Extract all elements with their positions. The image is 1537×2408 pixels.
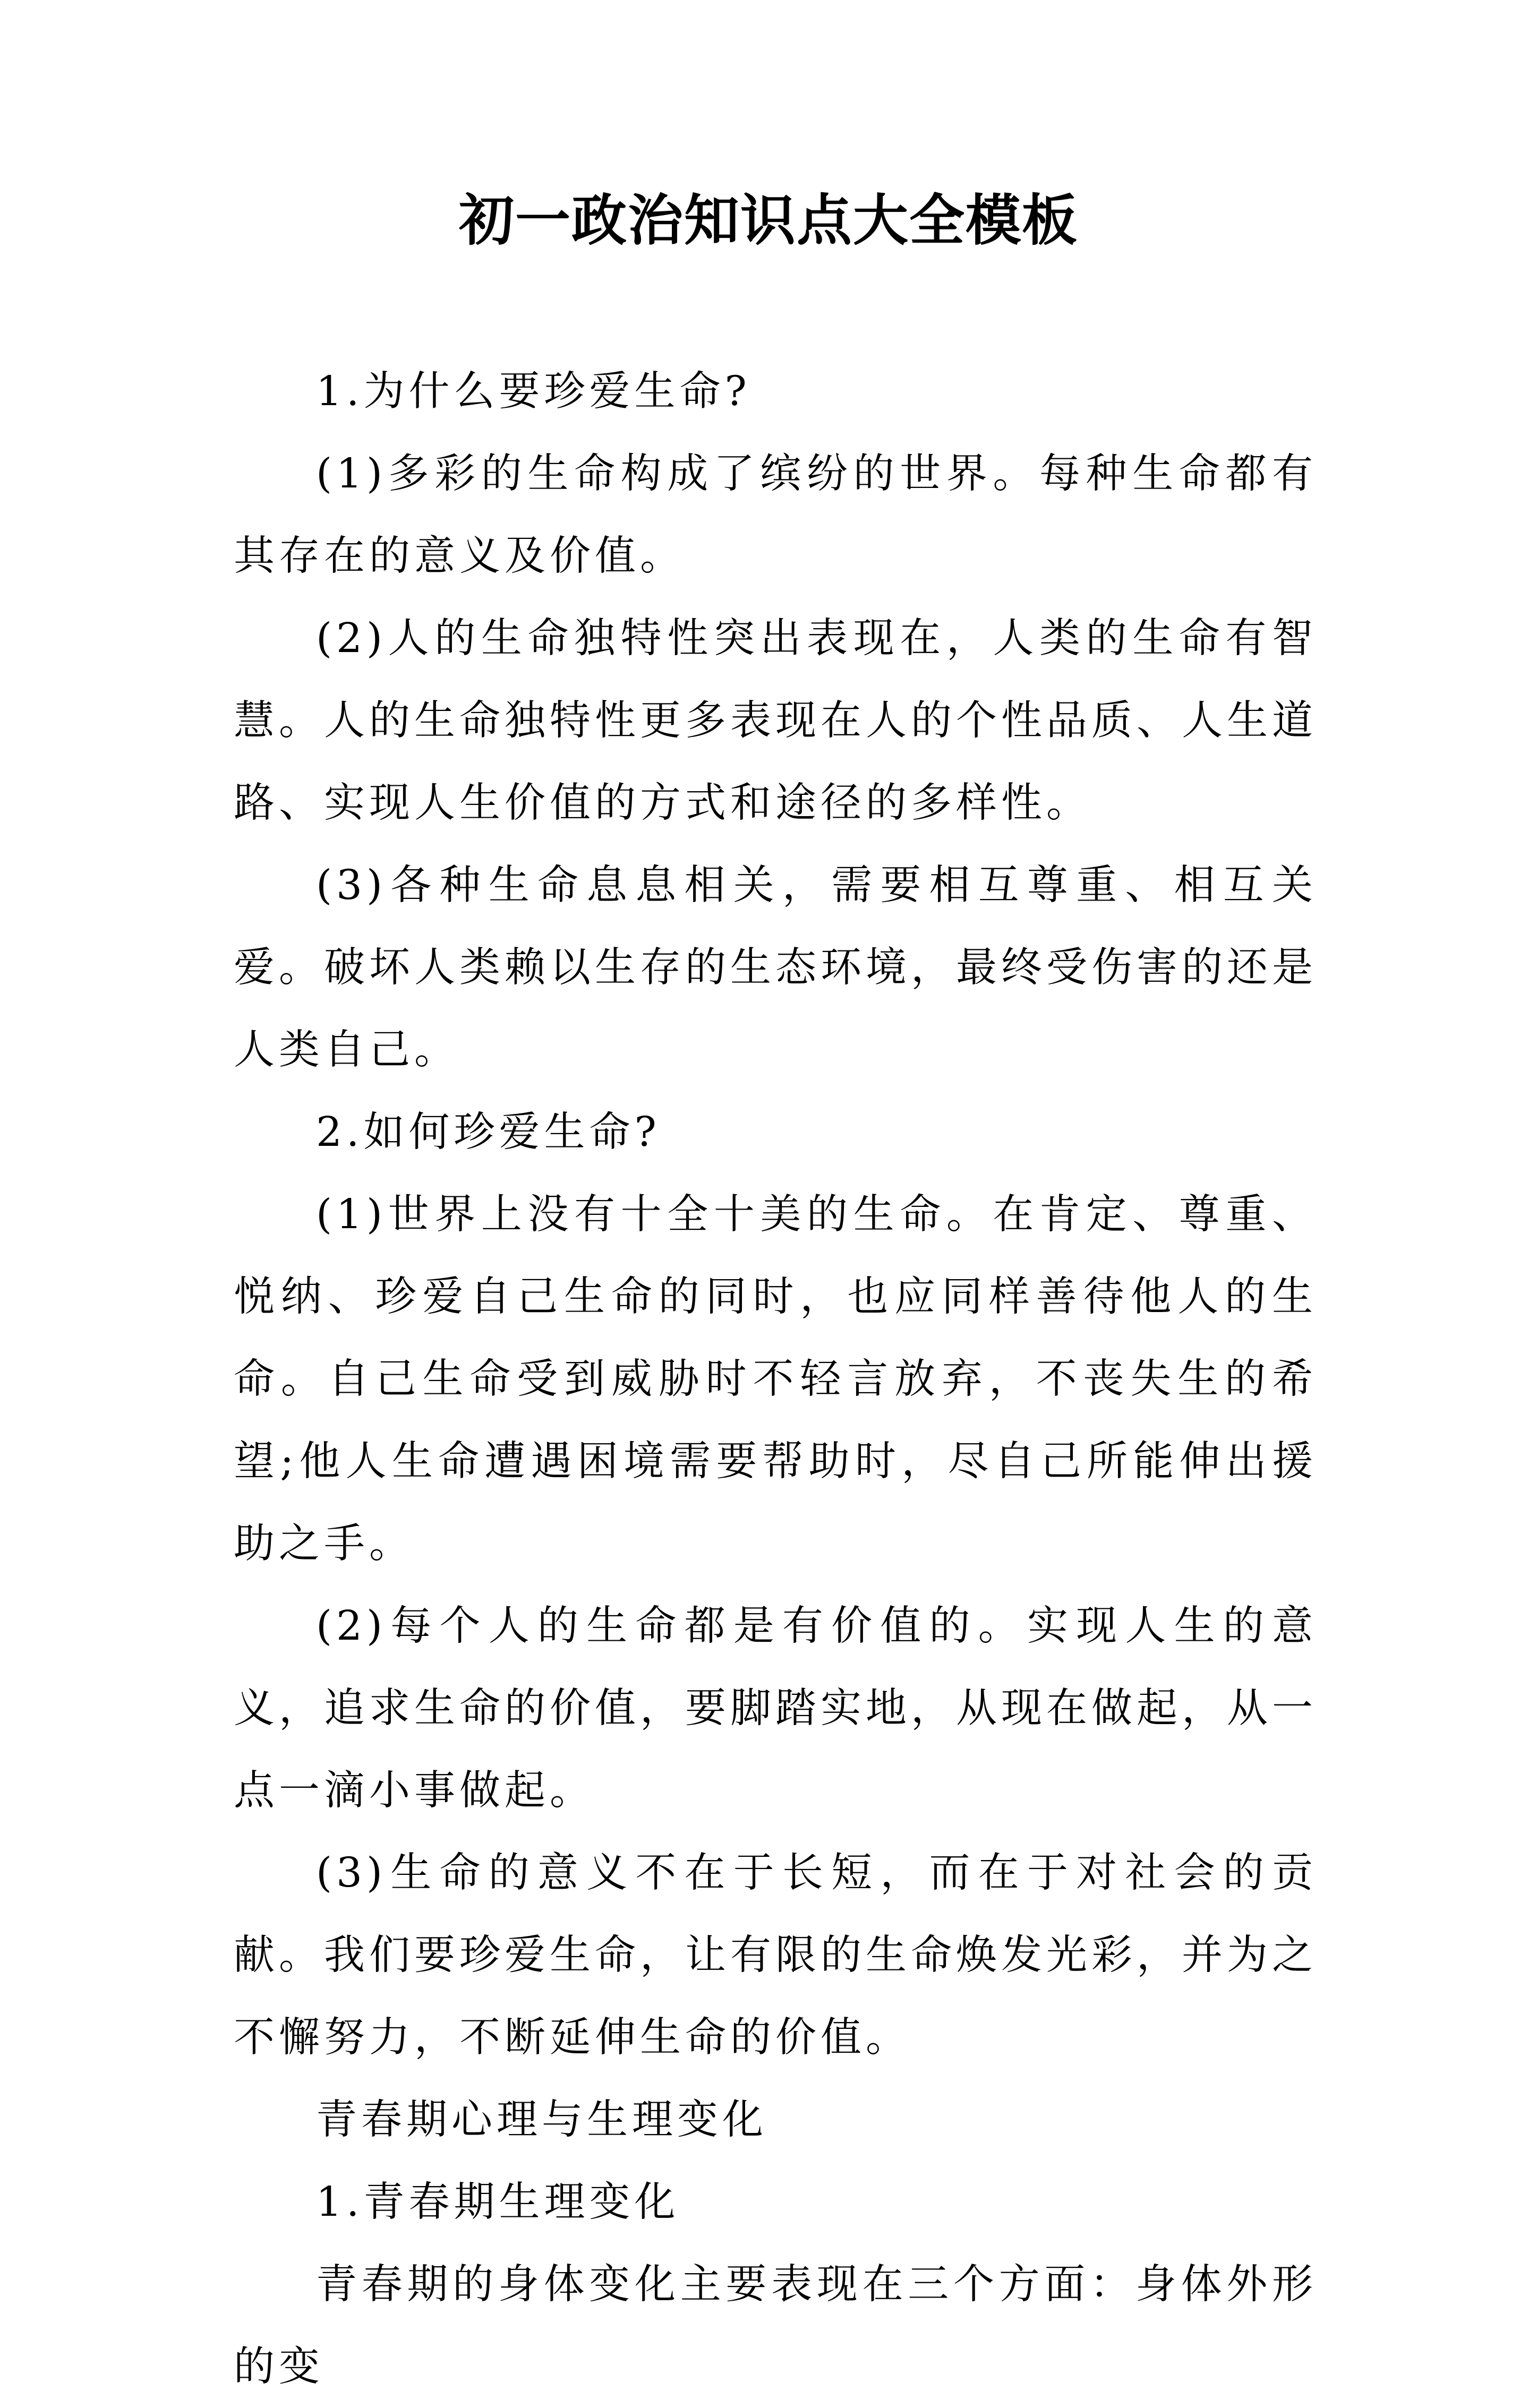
- paragraph: (1)多彩的生命构成了缤纷的世界。每种生命都有其存在的意义及价值。: [234, 450, 1317, 580]
- question-heading-1: 1.为什么要珍爱生命?: [316, 368, 751, 415]
- document-title: 初一政治知识点大全模板: [458, 187, 1078, 253]
- paragraph: (3)各种生命息息相关，需要相互尊重、相互关爱。破坏人类赖以生存的生态环境，最终受伤害的还是人类自己。: [234, 862, 1317, 1074]
- paragraph: (2)每个人的生命都是有价值的。实现人生的意义，追求生命的价值，要脚踏实地，从现在做起，从一点一滴小事做起。: [234, 1603, 1317, 1814]
- question-heading-2: 2.如何珍爱生命?: [316, 1109, 661, 1156]
- document-body: [234, 350, 1317, 2408]
- paragraph: 青春期的身体变化主要表现在三个方面：身体外形的变: [234, 2261, 1317, 2390]
- section-heading: 青春期心理与生理变化: [316, 2096, 767, 2144]
- paragraph: (3)生命的意义不在于长短，而在于对社会的贡献。我们要珍爱生命，让有限的生命焕发光彩，并为之不懈努力，不断延伸生命的价值。: [234, 1849, 1317, 2061]
- paragraph: (2)人的生命独特性突出表现在，人类的生命有智慧。人的生命独特性更多表现在人的个性品质、人生道路、实现人生价值的方式和途径的多样性。: [234, 615, 1317, 827]
- subsection-heading: 1.青春期生理变化: [316, 2179, 680, 2226]
- paragraph: (1)世界上没有十全十美的生命。在肯定、尊重、悦纳、珍爱自己生命的同时，也应同样善待他人的生命。自己生命受到威胁时不轻言放弃，不丧失生的希望;他人生命遭遇困境需要帮助时，尽自己所能伸出援助之手。: [234, 1191, 1317, 1567]
